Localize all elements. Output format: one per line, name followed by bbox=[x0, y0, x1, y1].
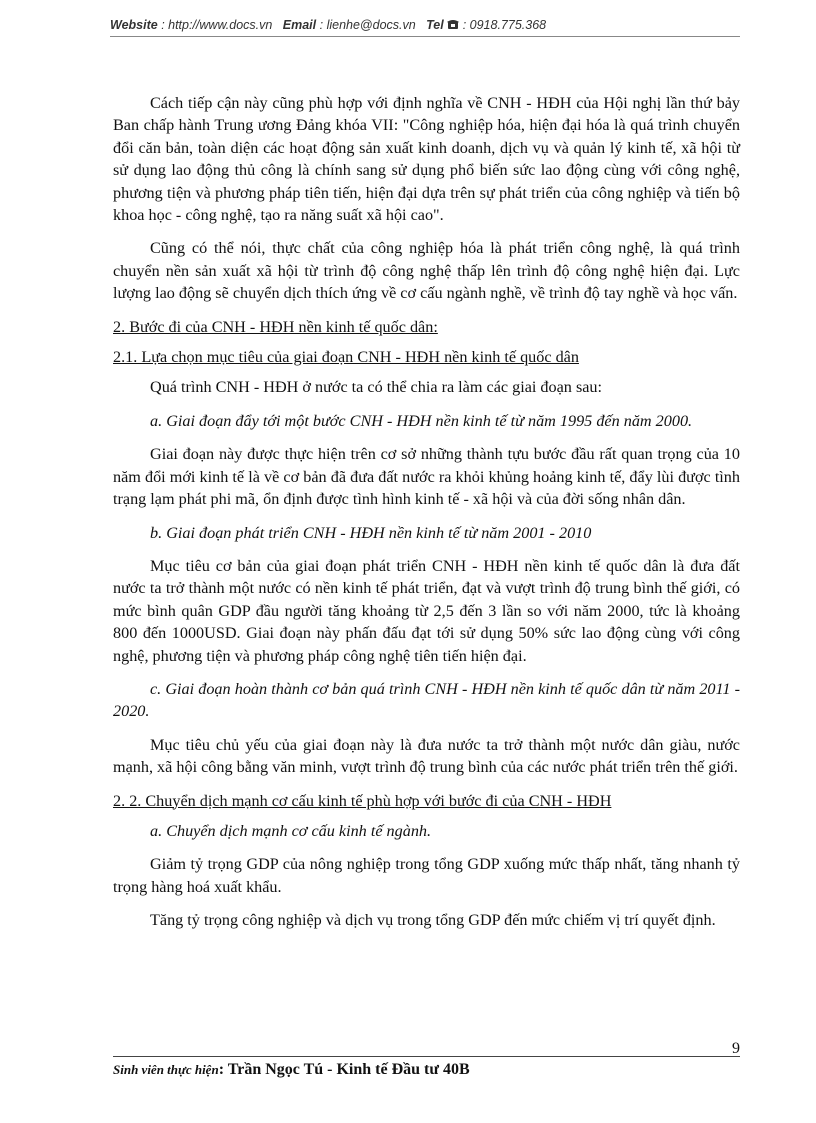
page-header bbox=[110, 18, 740, 37]
paragraph: Tăng tỷ trọng công nghiệp và dịch vụ trong tổng GDP đến mức chiếm vị trí quyết định. bbox=[150, 911, 716, 930]
paragraph: Mục tiêu chủ yếu của giai đoạn này là đưa nước ta trở thành một nước dân giàu, nước mạnh, xã hội công bằng văn minh, vượt trình độ trung bình của các nước phát triển trên thế giới. bbox=[113, 735, 740, 777]
subsection-heading: 2. 2. Chuyển dịch mạnh cơ cấu kinh tế phù hợp với bước đi của CNH - HĐH bbox=[113, 791, 612, 810]
tel-value: : 0918.775.368 bbox=[462, 18, 547, 32]
page-number: 9 bbox=[732, 1040, 740, 1057]
stage-heading: c. Giai đoạn hoàn thành cơ bản quá trình CNH - HĐH nền kinh tế quốc dân từ năm 2011 - 2020. bbox=[113, 679, 740, 721]
paragraph: Giai đoạn này được thực hiện trên cơ sở những thành tựu bước đầu rất quan trọng của 10 năm đổi mới kinh tế là về cơ bản đã đưa đất nước ra khỏi khủng hoảng kinh tế, đẩy lùi được tình trạng lạm phát phi mã, ổn định được tình hình kinh tế - xã hội và của đời sống nhân dân. bbox=[113, 445, 740, 509]
website-value: : http://www.docs.vn bbox=[161, 18, 273, 32]
paragraph: Mục tiêu cơ bản của giai đoạn phát triển CNH - HĐH nền kinh tế quốc dân là đưa đất nước ta trở thành một nước có nền kinh tế phát triển, đạt và vượt trình độ trung bình thế giới, có mức bình quân GDP đầu người tăng khoảng từ 2,5 đến 3 lần so với năm 2000, tức là khoảng 800 đến 1000USD. Giai đoạn này phấn đấu đạt tới sử dụng 50% sức lao động cùng với công nghệ, phương tiện và phương pháp công nghệ tiên tiến hiện đại. bbox=[113, 556, 740, 665]
stage-heading: a. Chuyển dịch mạnh cơ cấu kinh tế ngành. bbox=[150, 821, 432, 840]
tel-label: Tel bbox=[426, 18, 444, 32]
phone-icon bbox=[447, 19, 459, 30]
page-footer bbox=[113, 1061, 740, 1079]
document-body bbox=[113, 92, 740, 943]
paragraph: Cũng có thể nói, thực chất của công nghiệp hóa là phát triển công nghệ, là quá trình chuyển nền sản xuất xã hội từ trình độ công nghệ thấp lên trình độ công nghệ hiện đại. Lực lượng lao động sẽ chuyển dịch thích ứng về cơ cấu ngành nghề, về trình độ tay nghề và học vấn. bbox=[113, 239, 740, 303]
stage-heading: a. Giai đoạn đẩy tới một bước CNH - HĐH nền kinh tế từ năm 1995 đến năm 2000. bbox=[150, 411, 693, 430]
section-heading: 2. Bước đi của CNH - HĐH nền kinh tế quốc dân: bbox=[113, 317, 438, 336]
website-label: Website bbox=[110, 18, 158, 32]
email-value: : lienhe@docs.vn bbox=[319, 18, 416, 32]
footer-label: Sinh viên thực hiện bbox=[113, 1062, 219, 1077]
footer-divider bbox=[113, 1056, 740, 1057]
footer-author: : Trần Ngọc Tú - Kinh tế Đầu tư 40B bbox=[218, 1061, 470, 1078]
paragraph: Quá trình CNH - HĐH ở nước ta có thể chia ra làm các giai đoạn sau: bbox=[150, 378, 603, 397]
subsection-heading: 2.1. Lựa chọn mục tiêu của giai đoạn CNH - HĐH nền kinh tế quốc dân bbox=[113, 348, 579, 367]
stage-heading: b. Giai đoạn phát triển CNH - HĐH nền kinh tế từ năm 2001 - 2010 bbox=[150, 523, 592, 542]
paragraph: Giảm tỷ trọng GDP của nông nghiệp trong tổng GDP xuống mức thấp nhất, tăng nhanh tỷ trọng hàng hoá xuất khẩu. bbox=[113, 855, 740, 896]
email-label: Email bbox=[282, 18, 317, 32]
paragraph: Cách tiếp cận này cũng phù hợp với định nghĩa về CNH - HĐH của Hội nghị lần thứ bảy Ban chấp hành Trung ương Đảng khóa VII: "Công nghiệp hóa, hiện đại hóa là quá trình chuyển đổi căn bản, toàn diện các hoạt động sản xuất kinh doanh, dịch vụ và quản lý kinh tế, xã hội từ sử dụng lao động thủ công là chính sang sử dụng phổ biến sức lao động cùng với công nghệ, phương tiện và phương pháp tiên tiến, hiện đại dựa trên sự phát triển của công nghiệp và tiến bộ khoa học - công nghệ, tạo ra năng suất xã hội cao". bbox=[113, 94, 740, 225]
